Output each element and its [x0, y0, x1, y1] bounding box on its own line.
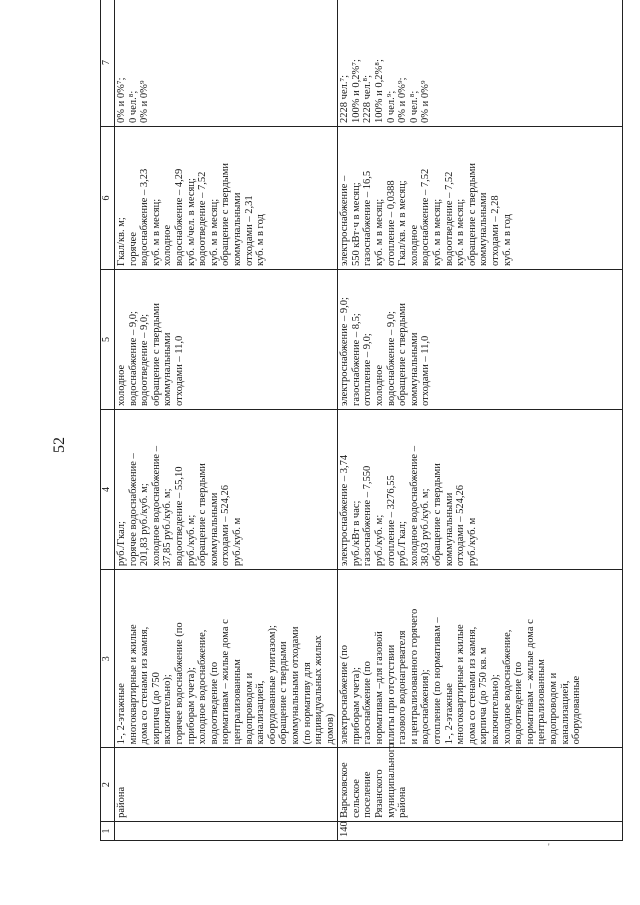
cell-line: 0 чел.⁸;: [127, 90, 139, 123]
cell-line: водоотведение (по: [208, 661, 220, 745]
cell-line: (по нормативу для: [301, 662, 313, 745]
cell-line: включительно);: [490, 674, 501, 745]
cell-line: 2228 чел.⁷;: [339, 74, 351, 123]
cell-line: включительно);: [162, 674, 174, 745]
cell-line: коммунальными: [408, 332, 420, 406]
cell-line: водоснабжение – 9,0;: [127, 311, 139, 406]
cell-line: электроснабжение – 3,74: [339, 454, 351, 567]
cell-line: индивидуальных жилых: [313, 635, 325, 745]
cell-line: холодное: [162, 224, 174, 266]
cell-line: 0% и 0%⁹;: [397, 77, 409, 123]
cell-line: куб. м/чел. в месяц;: [185, 178, 197, 266]
cell-line: Гкал/кв. м в месяц;: [397, 180, 409, 266]
cell-line: водоснабжение – 4,29: [173, 168, 185, 266]
column-header: 6: [101, 126, 115, 269]
column-header: 2: [101, 748, 115, 822]
cell-line: 550 кВт·ч в месяц;: [350, 182, 362, 266]
cell-line: водоотведение – 7,52: [443, 171, 455, 266]
row-number-cell: 140: [338, 821, 623, 840]
table-row: [338, 0, 623, 841]
column-header: 7: [101, 0, 115, 126]
cell-line: 0% и 0%⁹: [420, 80, 432, 123]
scan-speck: ': [548, 842, 550, 852]
cell-line: отходами – 2,28: [490, 195, 501, 266]
cell-line: 0% и 0%⁹: [139, 80, 151, 123]
cell-line: водопроводом и: [243, 672, 255, 745]
cell-line: горячее: [127, 231, 139, 266]
cell-line: многоквартирные и жилые: [127, 624, 139, 745]
cell-line: 100% и 0,2%⁸;: [374, 59, 386, 123]
cell-line: холодное водоснабжение,: [197, 629, 209, 745]
cell-line: водоотведение – 55,10: [173, 466, 185, 567]
cell-line: 37,85 руб./куб. м;: [162, 488, 174, 567]
cell-line: водоснабжение – 3,23: [139, 168, 151, 266]
cell-line: руб./куб. м: [466, 517, 478, 567]
cell-line: 100% и 0,2%⁷;: [350, 59, 362, 123]
volumes-cell: [115, 126, 338, 269]
cell-line: электроснабжение (по: [339, 645, 351, 745]
cell-line: газового водонагревателя: [397, 630, 409, 745]
cell-line: куб. м в месяц;: [432, 198, 444, 266]
column-header: 5: [101, 269, 115, 409]
cell-line: куб. м в год: [501, 214, 513, 266]
cell-line: обращение с твердыми: [432, 463, 444, 567]
cell-line: холодное водоснабжение,: [501, 629, 513, 745]
cell-line: 201,83 руб./куб. м;: [139, 483, 151, 567]
cell-line: приборам учета);: [185, 667, 197, 745]
cell-line: обращение с твердыми: [220, 162, 232, 266]
cell-line: 0% и 0%⁷;: [116, 77, 127, 123]
cell-line: 2228 чел.⁸;: [362, 74, 374, 123]
cell-line: руб./куб. м: [231, 517, 243, 567]
cell-line: куб. м в месяц;: [374, 198, 386, 266]
cell-line: оборудованные: [571, 675, 583, 745]
cell-line: холодное: [408, 224, 420, 266]
cell-line: отходами – 11,0: [420, 335, 432, 406]
cell-line: электроснабжение – 9,0;: [339, 297, 351, 406]
cell-line: водопроводом и: [547, 672, 559, 745]
cell-line: коммунальными: [162, 332, 174, 406]
cell-line: отопление – 9,0;: [362, 333, 374, 406]
tariffs-cell: [115, 409, 338, 569]
cell-line: отопление – 3276,55: [385, 475, 397, 567]
page-number: 52: [51, 437, 68, 453]
cell-line: газоснабжение – 16,5: [362, 170, 374, 266]
cell-line: водоснабжение – 7,52: [420, 168, 432, 266]
cell-line: отопление – 0,0388: [385, 180, 397, 266]
cell-line: отходами – 524,26: [220, 484, 232, 567]
cell-line: обращение с твердыми: [150, 302, 162, 406]
cell-line: водоснабжения);: [420, 669, 432, 745]
cell-line: водоотведение (по: [513, 661, 525, 745]
cell-line: куб. м в год: [255, 214, 267, 266]
indexes-cell: [338, 269, 623, 409]
cell-line: Гкал/кв. м;: [116, 217, 127, 266]
cell-line: муниципального: [385, 742, 397, 818]
cell-line: 0 чел.⁸;: [408, 90, 420, 123]
shares-cell: [338, 0, 623, 126]
cell-line: коммунальными: [443, 492, 455, 567]
cell-line: многоквартирные и жилые: [455, 624, 467, 745]
cell-line: водоотведение – 7,52: [197, 171, 209, 266]
cell-line: приборам учета);: [350, 667, 362, 745]
cell-line: руб./Гкал;: [116, 521, 127, 567]
rotated-page: [100, 0, 605, 870]
cell-line: нормативам –для газовой: [374, 631, 386, 745]
cell-line: отопление (по нормативам –: [432, 617, 444, 745]
table-header-row: [101, 0, 115, 841]
cell-line: горячее водоснабжение –: [127, 453, 139, 567]
tariff-table: [100, 0, 623, 841]
cell-line: Рязанского: [374, 769, 386, 818]
cell-line: плиты при отсутствии: [385, 644, 397, 745]
cell-line: руб./куб. м;: [374, 514, 386, 567]
cell-line: коммунальными: [478, 192, 490, 266]
shares-cell: [115, 0, 338, 126]
cell-line: оборудованные унитазом);: [266, 625, 278, 745]
cell-line: централизованным: [536, 659, 548, 745]
cell-line: централизованным: [231, 659, 243, 745]
cell-line: дома со стенами из камня,: [139, 626, 151, 745]
cell-line: коммунальными: [208, 492, 220, 567]
row-number-cell: [115, 821, 338, 840]
volumes-cell: [338, 126, 623, 269]
cell-line: домов): [324, 713, 336, 745]
cell-line: и централизованного горячего: [408, 608, 420, 745]
cell-line: района: [397, 786, 409, 818]
cell-line: руб./кВт в час;: [350, 500, 362, 567]
cell-line: кирпича (до 750: [150, 672, 162, 745]
cell-line: водоотведение – 9,0;: [139, 313, 151, 406]
cell-line: куб. м в месяц;: [455, 198, 467, 266]
cell-line: 1-, 2-этажные: [116, 683, 127, 745]
cell-line: газоснабжение – 8,5;: [350, 313, 362, 406]
cell-line: сельское: [350, 779, 362, 818]
cell-line: 0 чел.⁹;: [385, 90, 397, 123]
cell-line: водоснабжение – 9,0;: [385, 311, 397, 406]
cell-line: холодное водоснабжение –: [408, 446, 420, 567]
column-header: 1: [101, 821, 115, 840]
cell-line: 1-, 2-этажные: [443, 683, 455, 745]
cell-line: обращение с твердыми: [197, 463, 209, 567]
services-cell: [115, 570, 338, 748]
cell-line: отходами – 524,26: [455, 484, 467, 567]
cell-line: обращение с твердыми: [466, 162, 478, 266]
cell-line: газоснабжение (по: [362, 661, 374, 745]
column-header: 3: [101, 570, 115, 748]
cell-line: холодное: [374, 364, 386, 406]
cell-line: района: [116, 786, 127, 818]
cell-line: отходами – 11,0: [173, 335, 185, 406]
cell-line: коммунальными отходами: [289, 626, 301, 745]
cell-line: руб./куб. м;: [185, 514, 197, 567]
services-cell: [338, 570, 623, 748]
cell-line: куб. м в месяц;: [208, 198, 220, 266]
cell-line: канализацией,: [559, 680, 571, 745]
cell-line: нормативам – жилые дома с: [220, 619, 232, 745]
cell-line: дома со стенами из камня,: [466, 626, 478, 745]
cell-line: 38,03 руб./куб. м;: [420, 488, 432, 567]
column-header: 4: [101, 409, 115, 569]
municipality-cell: [338, 742, 623, 822]
tariffs-cell: [338, 409, 623, 569]
cell-line: обращение с твердыми: [397, 302, 409, 406]
cell-line: поселение: [362, 771, 374, 818]
cell-line: электроснабжение –: [339, 175, 351, 266]
cell-line: нормативам – жилые дома с: [524, 619, 536, 745]
cell-line: руб./Гкал;: [397, 521, 409, 567]
indexes-cell: [115, 269, 338, 409]
municipality-cell: [115, 748, 338, 822]
cell-line: холодное: [116, 364, 127, 406]
cell-line: горячее водоснабжение (по: [173, 622, 185, 745]
cell-line: Варсковское: [339, 762, 351, 818]
cell-line: коммунальными: [231, 192, 243, 266]
cell-line: кирпича (до 750 кв. м: [478, 647, 490, 745]
cell-line: обращение с твердыми: [278, 641, 290, 745]
cell-line: куб. м в месяц;: [150, 198, 162, 266]
cell-line: отходами – 2,31: [243, 195, 255, 266]
cell-line: газоснабжение – 7,550: [362, 465, 374, 567]
table-row: [115, 0, 338, 841]
cell-line: канализацией,: [255, 680, 267, 745]
cell-line: холодное водоснабжение –: [150, 446, 162, 567]
